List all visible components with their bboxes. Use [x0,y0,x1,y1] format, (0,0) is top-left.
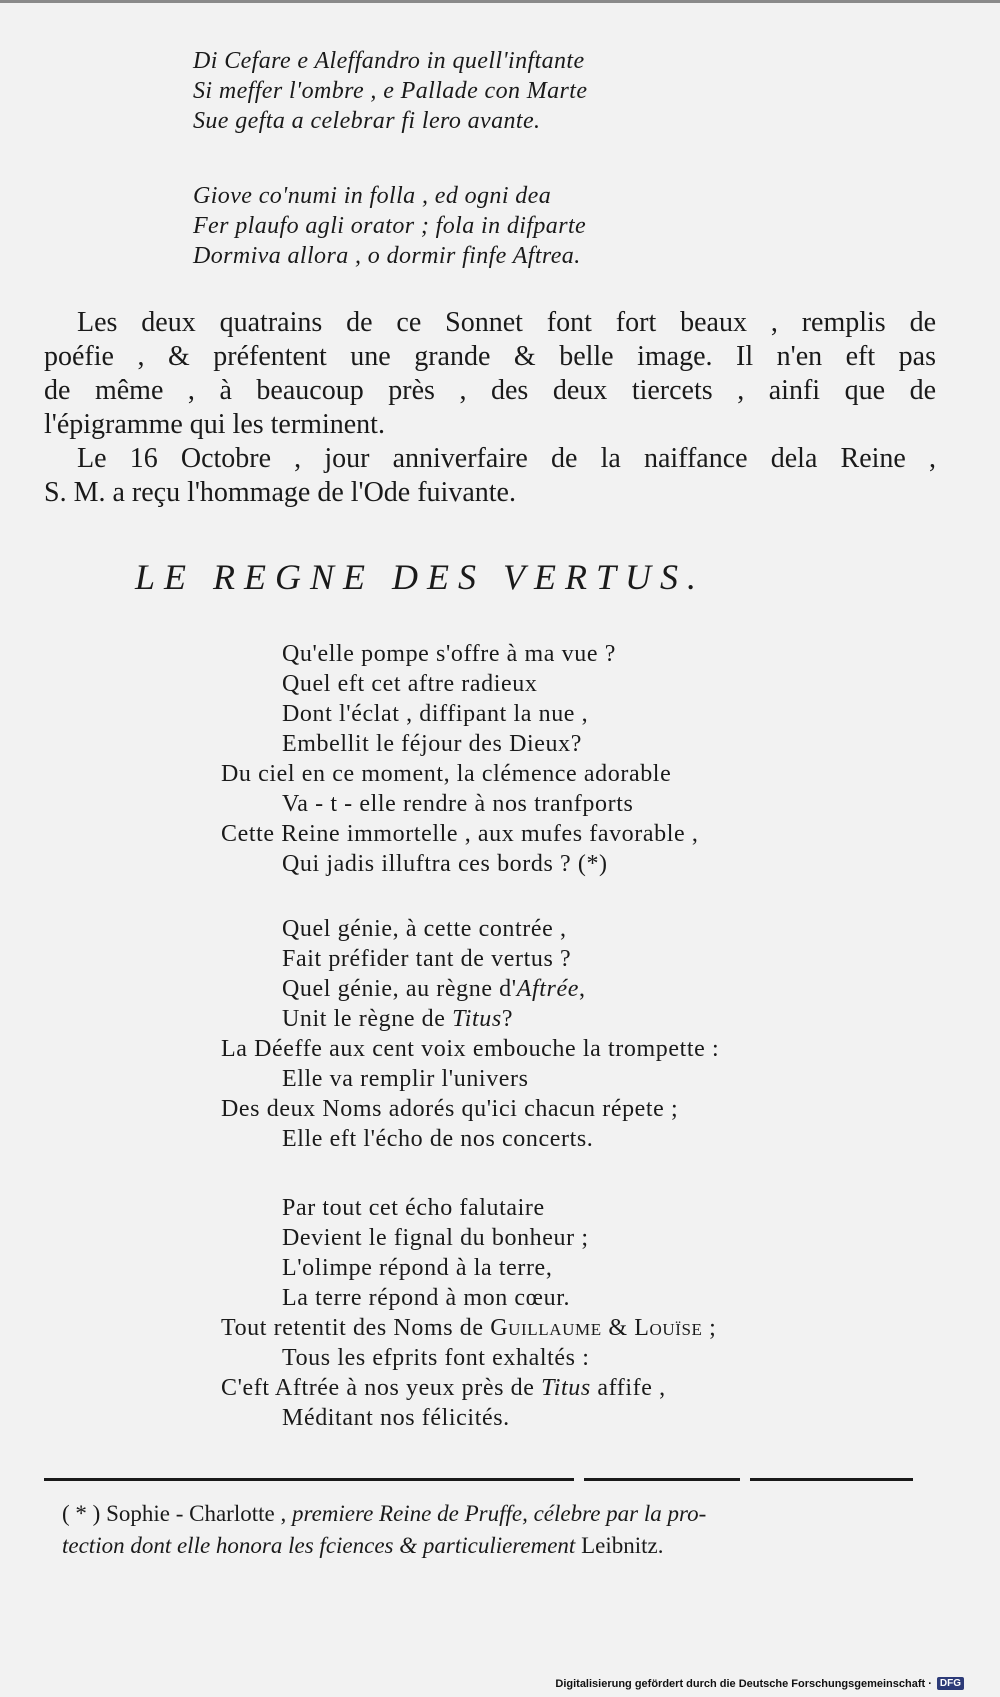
footnote-line [62,1498,932,1530]
footnote [62,1498,932,1562]
commentary-paragraph [44,306,936,510]
ode-stanza-3 [221,1193,921,1433]
verse-italic-name: Aftrée [516,976,579,1002]
prose-line: poéfie , & préfentent une grande & belle image. Il n'en eft pas [44,341,936,372]
footnote-rule [750,1478,913,1481]
verse-line: Quel génie, à cette contrée , [282,916,567,942]
verse-line: Tous les efprits font exhaltés : [282,1345,590,1371]
verse-line [221,1313,921,1343]
footnote-italic-text: premiere Reine de Pruffe, célebre par la pro- [291,1501,707,1526]
verse-line: Fer plaufo agli orator ; fola in difparte [193,213,587,239]
italian-tercet-2 [193,181,753,271]
verse-line: Embellit le féjour des Dieux? [282,731,582,757]
verse-line: Giove co'numi in folla , ed ogni dea [193,183,552,209]
credit-text: Digitalisierung gefördert durch die Deutsche Forschungsgemeinschaft · [555,1677,932,1690]
ode-stanza-2 [221,914,921,1154]
prose-line: S. M. a reçu l'hommage de l'Ode fuivante. [44,477,516,508]
verse-line: Du ciel en ce moment, la clémence adorable [221,761,672,787]
prose-line: Les deux quatrains de ce Sonnet font fort beaux , remplis de [77,307,936,338]
ode-title: LE REGNE DES VERTUS. [135,557,705,597]
verse-line: Fait préfider tant de vertus ? [282,946,572,972]
digitization-credit [555,1677,964,1690]
verse-italic-name: Titus [452,1006,502,1032]
verse-line: Cette Reine immortelle , aux mufes favorable , [221,821,699,847]
verse-text: ? [501,1006,514,1032]
prose-line: l'épigramme qui les terminent. [44,409,385,440]
verse-line: Va - t - elle rendre à nos tranfports [282,791,634,817]
dfg-logo-icon: DFG [937,1677,964,1690]
verse-line: Si meffer l'ombre , e Pallade con Marte [193,78,588,104]
verse-text: affife , [590,1375,666,1401]
verse-smallcaps-name: Guillaume [490,1315,602,1341]
ode-stanza-1 [221,639,921,879]
verse-line: Dormiva allora , o dormir finfe Aftrea. [193,243,581,269]
verse-line [221,974,921,1004]
verse-line [221,1373,921,1403]
footnote-italic-text: tection dont elle honora les fciences & particulierement [62,1533,582,1558]
footnote-line [62,1530,932,1562]
footnote-text: ( * ) Sophie - Charlotte , [62,1501,292,1526]
verse-line: Des deux Noms adorés qu'ici chacun répete ; [221,1096,679,1122]
verse-line: Elle eft l'écho de nos concerts. [282,1126,594,1152]
footnote-rule [44,1478,574,1481]
verse-line: Qui jadis illuftra ces bords ? (*) [282,851,608,877]
verse-line: La terre répond à mon cœur. [282,1285,571,1311]
verse-line: L'olimpe répond à la terre, [282,1255,553,1281]
verse-text: & [601,1315,635,1341]
verse-text: Tout retentit des Noms de [221,1315,491,1341]
footnote-text: Leibnitz. [581,1533,664,1558]
verse-smallcaps-name: Louïse [634,1315,703,1341]
verse-text: Unit le règne de [282,1006,453,1032]
verse-line: Di Cefare e Aleffandro in quell'inftante [193,48,585,74]
verse-line: Quel eft cet aftre radieux [282,671,538,697]
verse-text: ; [702,1315,717,1341]
verse-line: La Déeffe aux cent voix embouche la trompette : [221,1036,720,1062]
prose-line: Le 16 Octobre , jour anniverfaire de la naiffance dela Reine , [77,443,936,474]
verse-line: Dont l'éclat , diffipant la nue , [282,701,589,727]
verse-line: Méditant nos félicités. [282,1405,510,1431]
verse-line [221,1004,921,1034]
verse-line: Elle va remplir l'univers [282,1066,529,1092]
verse-line: Devient le fignal du bonheur ; [282,1225,589,1251]
verse-text: , [578,976,586,1002]
verse-italic-name: Titus [541,1375,591,1401]
italian-tercet-1 [193,46,753,136]
verse-text: C'eft Aftrée à nos yeux près de [221,1375,542,1401]
prose-line: de même , à beaucoup près , des deux tiercets , ainfi que de [44,375,936,406]
verse-line: Par tout cet écho falutaire [282,1195,545,1221]
verse-line: Sue gefta a celebrar fi lero avante. [193,108,541,134]
verse-text: Quel génie, au règne d' [282,976,517,1002]
verse-line: Qu'elle pompe s'offre à ma vue ? [282,641,616,667]
footnote-rule [584,1478,740,1481]
